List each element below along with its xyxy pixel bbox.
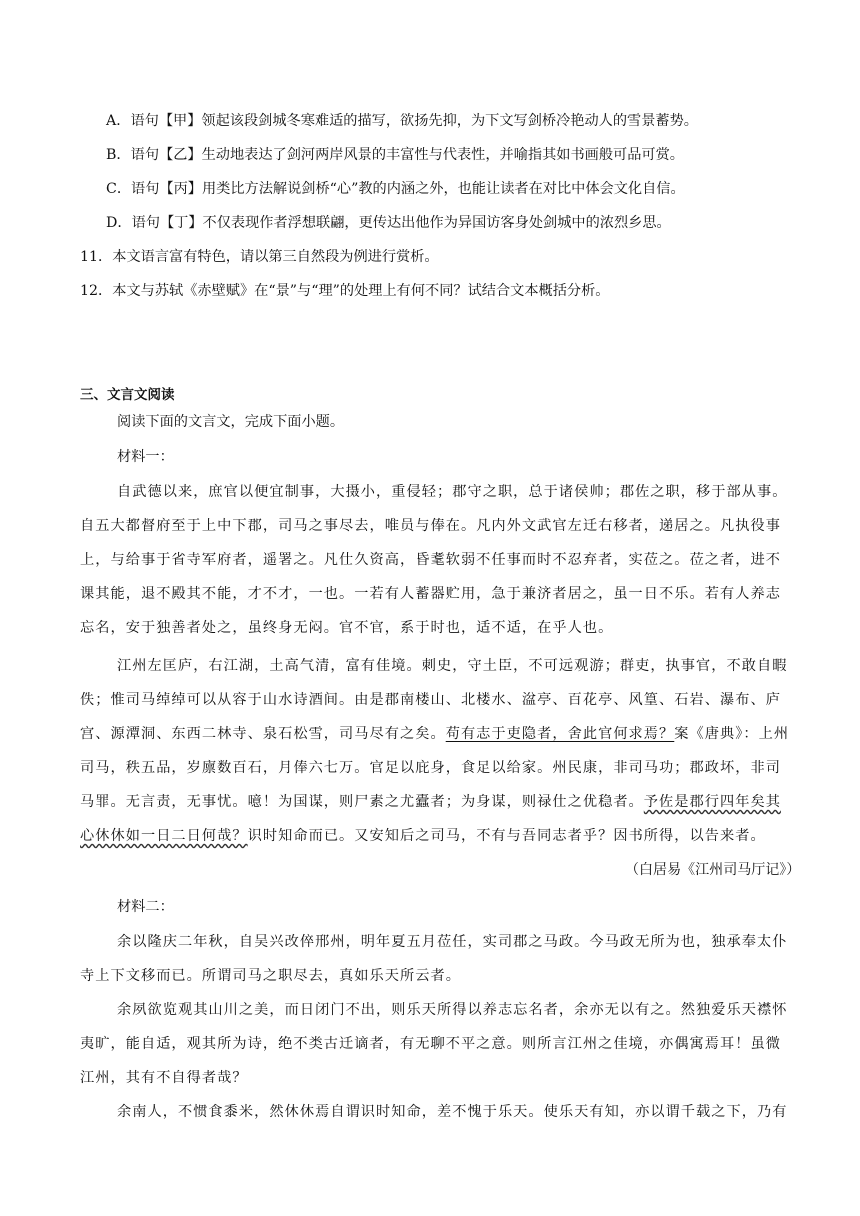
material2-label: 材料二： — [117, 899, 174, 915]
section-heading: 三、文言文阅读 — [80, 387, 175, 403]
section-instruction: 阅读下面的文言文，完成下面小题。 — [117, 414, 345, 430]
material1-p1-line: 忘名，安于独善者处之，虽终身无闷。官不官，系于时也，适不适，在乎人也。 — [80, 620, 614, 636]
material1-p2-line: 佚；惟司马绰绰可以从容于山水诗酒间。由是郡南楼山、北楼水、湓亭、百花亭、风篁、石岩、瀑布、庐 — [80, 692, 781, 708]
material2-p1-line: 余以隆庆二年秋，自吴兴改倅邢州，明年夏五月莅任，实司郡之马政。今马政无所为也，独承奉太仆 — [117, 934, 788, 950]
material1-p1-line: 自五大都督府至于上中下郡，司马之事尽去，唯员与俸在。凡内外文武官左迁右移者，递居之。凡执役事 — [80, 518, 781, 534]
material1-p1-line: 课其能，退不殿其不能，才不才，一也。一若有人蓄器贮用，急于兼济者居之，虽一日不乐。若有人养志 — [80, 586, 781, 602]
material2-p3-line: 余南人，不惯食黍米，然休休焉自谓识时知命，差不愧于乐天。使乐天有知，亦以谓千载之下，乃有 — [117, 1104, 788, 1120]
option-a: A．语句【甲】领起该段剑城冬寒难适的描写，欲扬先抑，为下文写剑桥冷艳动人的雪景蓄势。 — [106, 113, 698, 129]
material1-p2-line: 心休休如一日二日何哉？识时知命而已。又安知后之司马，不有与吾同志者乎？因书所得，以告来者。 — [80, 828, 766, 844]
underlined-sentence: 苟有志于吏隐者，舍此官何求焉？ — [445, 726, 675, 742]
material2-p2-line: 夷旷，能自适，观其所为诗，绝不类古迁谪者，有无聊不平之意。则所言江州之佳境，亦偶寓焉耳！虽微 — [80, 1036, 781, 1052]
option-d: D．语句【丁】不仅表现作者浮想联翩，更传达出他作为异国访客身处剑城中的浓烈乡思。 — [106, 215, 671, 231]
question-11: 11．本文语言富有特色，请以第三自然段为例进行赏析。 — [80, 249, 439, 265]
option-b: B．语句【乙】生动地表达了剑河两岸风景的丰富性与代表性，并喻指其如书画般可品可赏。 — [106, 147, 684, 163]
material1-p2-line: 司马，秩五品，岁廪数百石，月俸六七万。官足以庇身，食足以给家。州民康，非司马功；郡政坏，非司 — [80, 760, 781, 776]
material2-p1-line: 寺上下文移而已。所谓司马之职尽去，真如乐天所云者。 — [80, 968, 461, 984]
material1-p1-line: 自武德以来，庶官以便宜制事，大摄小，重侵轻；郡守之职，总于诸侯帅；郡佐之职，移于部从事。 — [117, 484, 788, 500]
material1-p2-line: 马罪。无言责，无事忧。噫！为国谋，则尸素之尤蠹者；为身谋，则禄仕之优稳者。予佐是郡行四年矣其 — [80, 794, 781, 810]
material2-p2-line: 余夙欲览观其山川之美，而日闭门不出，则乐天所得以养志忘名者，余亦无以有之。然独爱乐天襟怀 — [117, 1002, 788, 1018]
material1-label: 材料一： — [117, 449, 174, 465]
option-c: C．语句【丙】用类比方法解说剑桥“心”教的内涵之外，也能让读者在对比中体会文化自信。 — [106, 181, 685, 197]
material1-citation: （白居易《江州司马厅记》） — [624, 862, 800, 878]
material1-p2-line: 江州左匡庐，右江湖，土高气清，富有佳境。刺史，守土臣，不可远观游；群吏，执事官，不敢自暇 — [117, 658, 788, 674]
material1-p2-line: 宫、源潭洞、东西二林寺、泉石松雪，司马尽有之矣。苟有志于吏隐者，舍此官何求焉？案《唐典》：上州 — [80, 726, 790, 742]
material2-p2-line: 江州，其有不自得者哉？ — [80, 1070, 248, 1086]
wavy-underlined-sentence: 予佐是郡行四年矣其 — [643, 794, 781, 810]
wavy-underlined-sentence: 心休休如一日二日何哉？ — [80, 828, 248, 844]
material1-p1-line: 上，与给事于省寺军府者，遥署之。凡仕久资高，昏耄软弱不任事而时不忍弃者，实莅之。莅之者，进不 — [80, 552, 781, 568]
question-12: 12．本文与苏轼《赤壁赋》在“景”与“理”的处理上有何不同？试结合文本概括分析。 — [80, 283, 610, 299]
